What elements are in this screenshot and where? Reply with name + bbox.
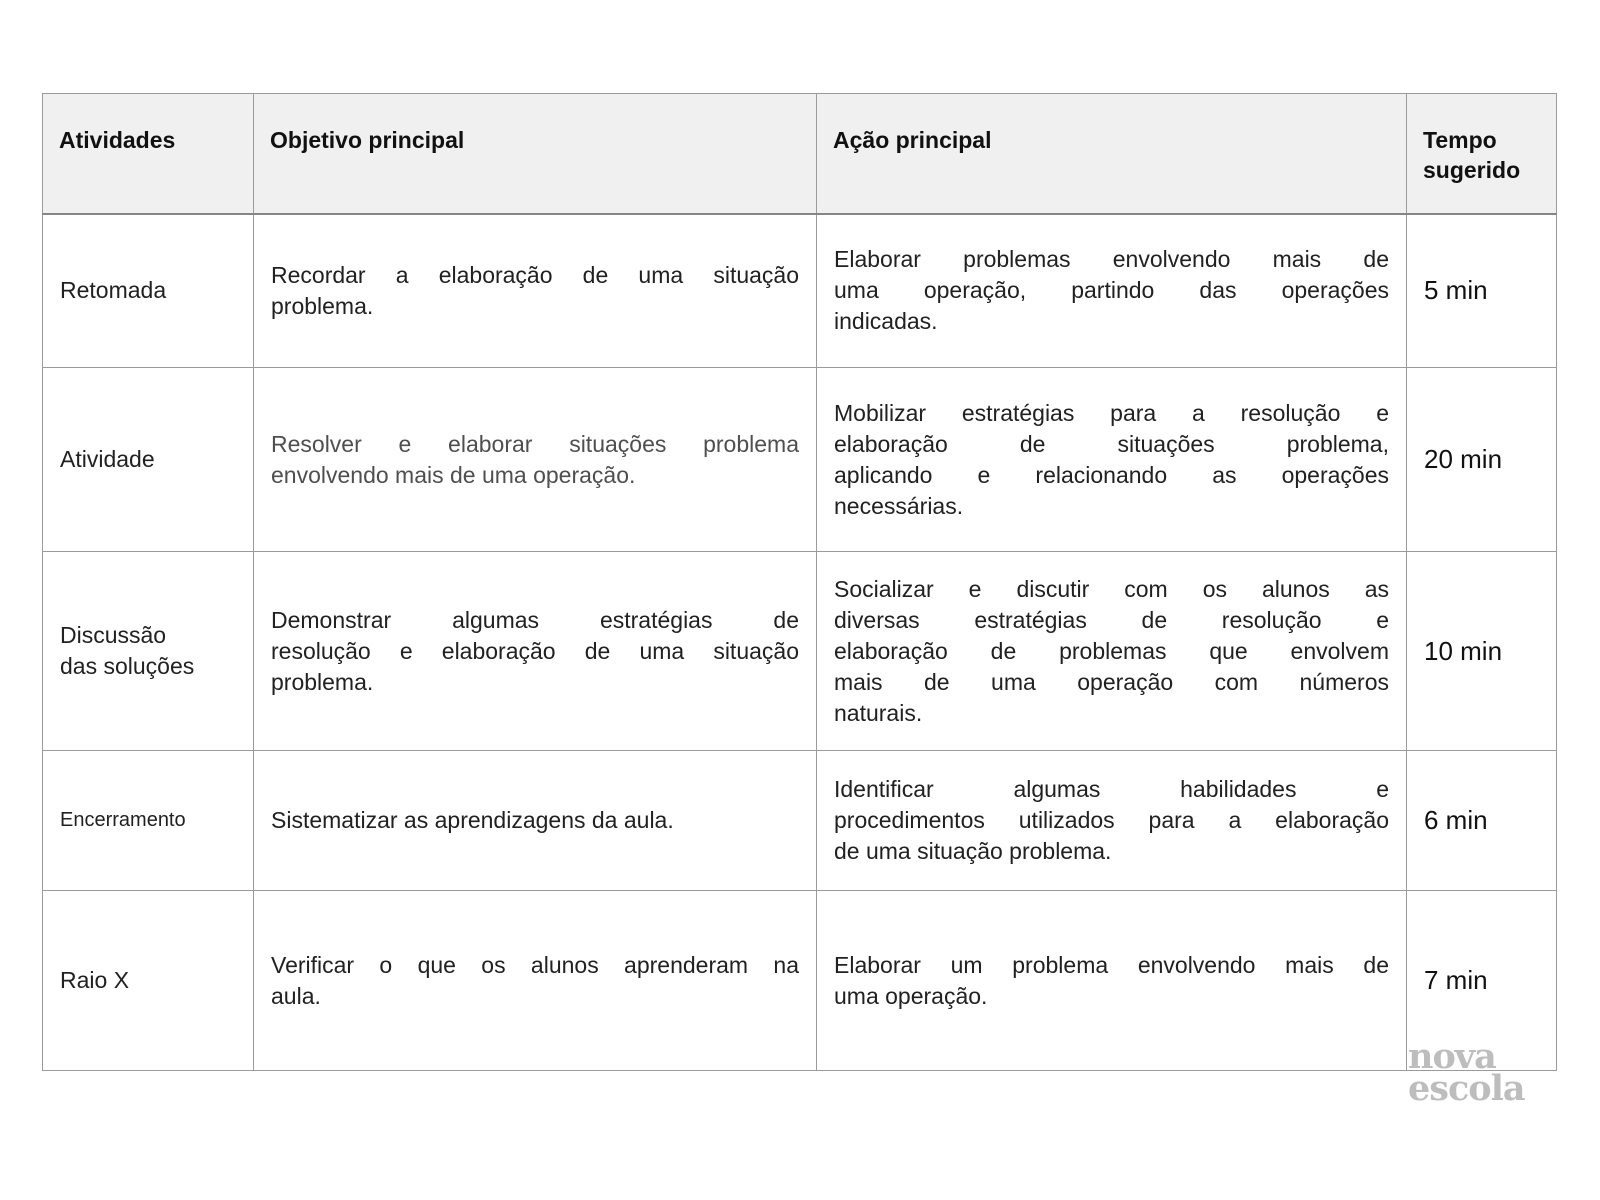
- cell-action-text: Mobilizar estratégias para a resolução e: [834, 399, 1389, 426]
- table-row: [43, 214, 1557, 368]
- cell-action-text: necessárias.: [834, 492, 964, 519]
- cell-action-text: aplicando e relacionando as operações: [834, 461, 1389, 488]
- cell-action-text: elaboração de situações problema,: [834, 430, 1389, 457]
- cell-action: [817, 368, 1407, 552]
- cell-action-text: uma operação, partindo das operações: [834, 277, 1389, 304]
- activity-label: Atividade: [60, 446, 155, 472]
- cell-time: 20 min: [1407, 368, 1557, 552]
- activity-label: Raio X: [60, 967, 130, 993]
- table-row: [43, 368, 1557, 552]
- cell-action-text: Elaborar um problema envolvendo mais de: [834, 951, 1389, 978]
- cell-action-text: diversas estratégias de resolução e: [834, 606, 1389, 633]
- cell-activity-name: [43, 552, 254, 751]
- logo-line-1: nova: [1408, 1036, 1496, 1077]
- cell-action-text: procedimentos utilizados para a elaboração: [834, 807, 1389, 833]
- cell-objective-text: Sistematizar as aprendizagens da aula.: [271, 807, 674, 833]
- cell-action: [817, 214, 1407, 368]
- cell-objective-text: aula.: [271, 982, 321, 1009]
- cell-activity-name: [43, 368, 254, 552]
- column-header-atividades: Atividades: [43, 94, 254, 214]
- table-body: [43, 214, 1557, 1077]
- cell-objective: [254, 368, 817, 552]
- cell-objective-text: problema.: [271, 292, 374, 319]
- cell-action: [817, 552, 1407, 751]
- cell-activity-name: [43, 891, 254, 1071]
- activity-label: Encerramento: [60, 809, 186, 831]
- cell-objective-text: envolvendo mais de uma operação.: [271, 461, 636, 488]
- cell-objective: [254, 214, 817, 368]
- table-row: [43, 552, 1557, 751]
- cell-objective-text: resolução e elaboração de uma situação: [271, 637, 799, 664]
- cell-objective: [254, 891, 817, 1071]
- activity-label: Retomada: [60, 277, 167, 304]
- cell-action-text: mais de uma operação com números: [834, 668, 1389, 695]
- cell-action-text: Socializar e discutir com os alunos as: [834, 575, 1389, 602]
- cell-objective-text: problema.: [271, 668, 374, 695]
- cell-action-text: elaboração de problemas que envolvem: [834, 637, 1389, 664]
- cell-action-text: indicadas.: [834, 308, 938, 335]
- column-header-tempo: Tempo sugerido: [1407, 94, 1557, 214]
- cell-time: 5 min: [1407, 214, 1557, 368]
- nova-escola-logo: [1408, 1036, 1525, 1109]
- cell-action-text: naturais.: [834, 699, 923, 726]
- cell-objective-text: Recordar a elaboração de uma situação: [271, 261, 799, 288]
- cell-action: [817, 751, 1407, 891]
- cell-action-text: Elaborar problemas envolvendo mais de: [834, 246, 1389, 273]
- cell-action-text: Identificar algumas habilidades e: [834, 776, 1389, 802]
- cell-action: [817, 891, 1407, 1071]
- cell-activity-name: [43, 214, 254, 368]
- cell-objective: [254, 552, 817, 751]
- column-header-objetivo: Objetivo principal: [254, 94, 817, 214]
- cell-objective-text: Resolver e elaborar situações problema: [271, 430, 799, 457]
- logo-line-2: escola: [1408, 1068, 1525, 1109]
- cell-objective-text: Demonstrar algumas estratégias de: [271, 606, 799, 633]
- cell-time: 10 min: [1407, 552, 1557, 751]
- activity-label: Discussão: [60, 622, 167, 648]
- cell-objective: [254, 751, 817, 891]
- cell-objective-text: Verificar o que os alunos aprenderam na: [271, 951, 799, 978]
- table-row: [43, 751, 1557, 891]
- activity-label: das soluções: [60, 653, 195, 679]
- cell-activity-name: [43, 751, 254, 891]
- cell-action-text: de uma situação problema.: [834, 838, 1112, 864]
- cell-time: 7 min: [1407, 891, 1557, 1071]
- cell-action-text: uma operação.: [834, 982, 988, 1009]
- column-header-acao: Ação principal: [817, 94, 1407, 214]
- header-row: [43, 94, 1557, 214]
- lesson-plan-table: [42, 93, 1557, 1077]
- table-row: [43, 891, 1557, 1071]
- cell-time: 6 min: [1407, 751, 1557, 891]
